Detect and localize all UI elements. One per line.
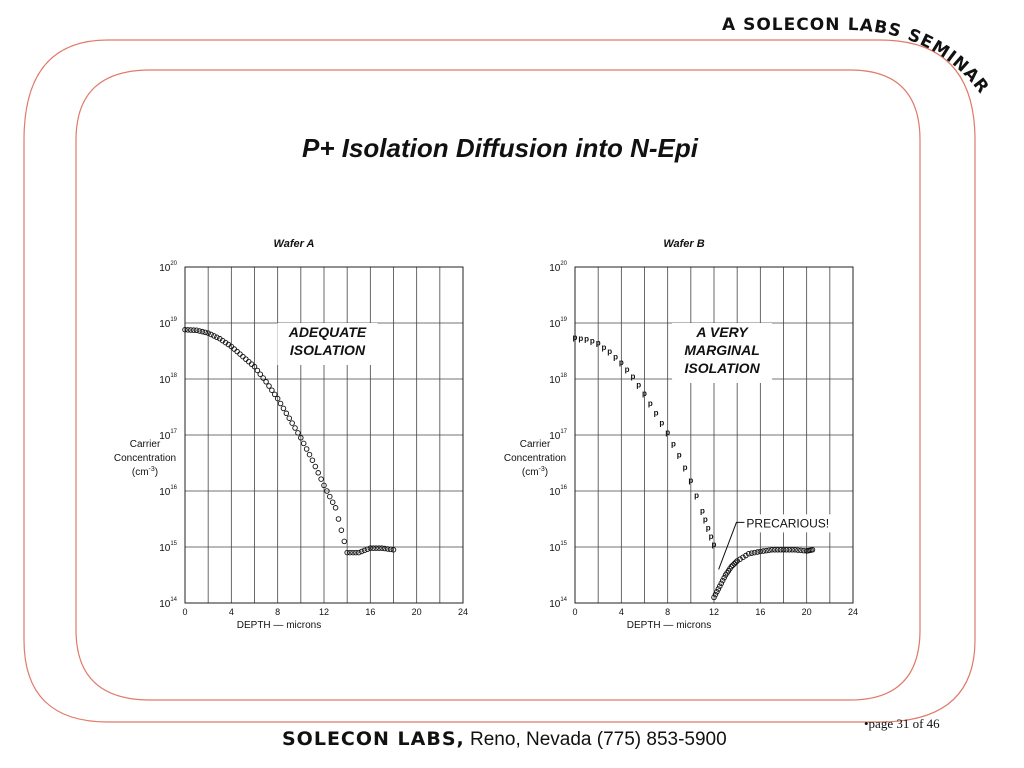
data-point: [246, 359, 251, 364]
y-tick-label: $10^{17}$: [549, 429, 567, 442]
page-number: •page 31 of 46: [864, 716, 940, 731]
y-axis-label-line-1: Carrier: [519, 439, 551, 450]
y-tick-label: $10^{20}$: [159, 261, 177, 274]
data-point: [301, 441, 306, 446]
x-tick-label: 20: [801, 607, 812, 617]
data-point: [287, 416, 292, 421]
x-axis-label: DEPTH — microns: [626, 620, 712, 631]
data-point: [313, 464, 318, 469]
data-point: p: [613, 352, 618, 362]
data-point: p: [578, 333, 584, 343]
data-point: p: [572, 333, 578, 342]
data-point: p: [682, 463, 688, 473]
data-point: [267, 384, 272, 389]
chart-title: Wafer B: [663, 238, 705, 250]
data-point: p: [653, 408, 659, 418]
y-tick-label: $10^{19}$: [549, 317, 567, 330]
data-point: [235, 349, 240, 354]
y-tick-label: $10^{18}$: [549, 373, 567, 386]
data-point: p: [671, 439, 676, 449]
data-point: p: [665, 428, 671, 438]
y-axis-label-line-1: Carrier: [129, 439, 161, 450]
page-title: P+ Isolation Diffusion into N-Epi: [301, 133, 699, 163]
data-point: [362, 548, 367, 553]
x-tick-label: 4: [228, 607, 234, 617]
data-point: [307, 452, 312, 457]
data-point: p: [694, 491, 700, 501]
data-point: [333, 506, 338, 511]
annotation-text: ISOLATION: [289, 342, 366, 358]
annotation-text: ADEQUATE: [288, 324, 367, 340]
data-point: p: [702, 515, 708, 524]
x-tick-label: 12: [318, 607, 330, 617]
footer: [282, 728, 727, 751]
data-point: [356, 550, 361, 555]
data-point: [339, 528, 344, 533]
data-point: p: [630, 372, 636, 382]
seminar-banner-text: A SOLECON LABS SEMINAR: [722, 14, 994, 98]
annotation-text: ISOLATION: [684, 360, 760, 376]
data-point: [244, 357, 249, 362]
data-point: p: [659, 418, 665, 428]
x-tick-label: 8: [665, 607, 671, 617]
y-tick-label: $10^{20}$: [549, 261, 567, 274]
x-tick-label: 0: [572, 607, 578, 617]
data-point: [327, 494, 332, 499]
x-tick-label: 16: [755, 607, 766, 617]
data-point: p: [618, 358, 624, 368]
data-point: [281, 406, 286, 411]
x-tick-label: 20: [411, 607, 422, 617]
data-point: [359, 549, 364, 554]
data-point: p: [589, 336, 595, 346]
x-tick-label: 12: [708, 607, 720, 617]
seminar-banner: [722, 15, 993, 98]
y-tick-label: $10^{18}$: [159, 373, 177, 386]
y-tick-label: $10^{14}$: [549, 597, 567, 610]
data-point: [278, 401, 283, 406]
data-point: [238, 352, 243, 357]
data-point: [365, 547, 370, 552]
data-point: p: [647, 398, 653, 408]
x-tick-label: 24: [457, 607, 469, 617]
data-point: [241, 354, 246, 359]
chart-wafer-a: [90, 232, 469, 632]
data-point: [319, 477, 324, 482]
x-tick-label: 24: [847, 607, 859, 617]
data-point: p: [705, 523, 711, 533]
x-tick-label: 0: [182, 607, 188, 617]
data-point: [316, 471, 321, 476]
data-point: [264, 380, 269, 385]
y-axis-label-line-3: $(cm^{-3})$: [521, 466, 549, 478]
x-tick-label: 8: [275, 607, 281, 617]
data-point: p: [642, 389, 647, 398]
data-point: p: [699, 506, 705, 516]
y-tick-label: $10^{17}$: [159, 429, 177, 442]
y-tick-label: $10^{16}$: [159, 485, 177, 498]
data-point: [284, 411, 289, 416]
data-point: [342, 539, 347, 544]
y-tick-label: $10^{15}$: [159, 541, 177, 554]
data-point: [272, 392, 277, 397]
data-point: [270, 388, 275, 393]
data-point: p: [688, 475, 694, 485]
chart-title: Wafer A: [273, 238, 315, 250]
data-point: p: [676, 450, 682, 460]
x-tick-label: 16: [365, 607, 376, 617]
data-point: p: [601, 342, 607, 352]
data-point: [310, 458, 315, 463]
data-series-b-1: [712, 548, 815, 600]
data-point: [296, 431, 301, 436]
y-tick-label: $10^{15}$: [549, 541, 567, 554]
x-tick-label: 4: [618, 607, 624, 617]
data-point: p: [624, 365, 630, 375]
y-tick-label: $10^{19}$: [159, 317, 177, 330]
annotation-text: MARGINAL: [684, 342, 760, 358]
data-point: [249, 362, 254, 367]
y-tick-label: $10^{16}$: [549, 485, 567, 498]
data-point: p: [607, 347, 613, 356]
data-point: [336, 517, 341, 522]
footer-contact: Reno, Nevada (775) 853-5900: [470, 729, 727, 750]
data-point: [293, 426, 298, 431]
data-point: p: [708, 531, 714, 541]
data-point: p: [636, 380, 642, 390]
footer-brand: SOLECON LABS,: [282, 728, 465, 750]
y-tick-label: $10^{14}$: [159, 597, 177, 610]
y-axis-label-line-2: Concentration: [503, 453, 567, 464]
data-point: p: [711, 540, 717, 550]
callout-text: PRECARIOUS!: [746, 516, 830, 531]
data-point: p: [584, 334, 590, 344]
y-axis-label-line-3: $(cm^{-3})$: [131, 466, 159, 478]
data-point: [304, 447, 309, 452]
annotation-text: A VERY: [696, 324, 748, 340]
data-point: p: [595, 338, 601, 348]
data-point: [290, 421, 295, 426]
data-point: [232, 347, 237, 352]
x-axis-label: DEPTH — microns: [236, 620, 322, 631]
chart-wafer-b: [480, 232, 860, 632]
data-point: [330, 500, 335, 505]
y-axis-label-line-2: Concentration: [113, 453, 177, 464]
